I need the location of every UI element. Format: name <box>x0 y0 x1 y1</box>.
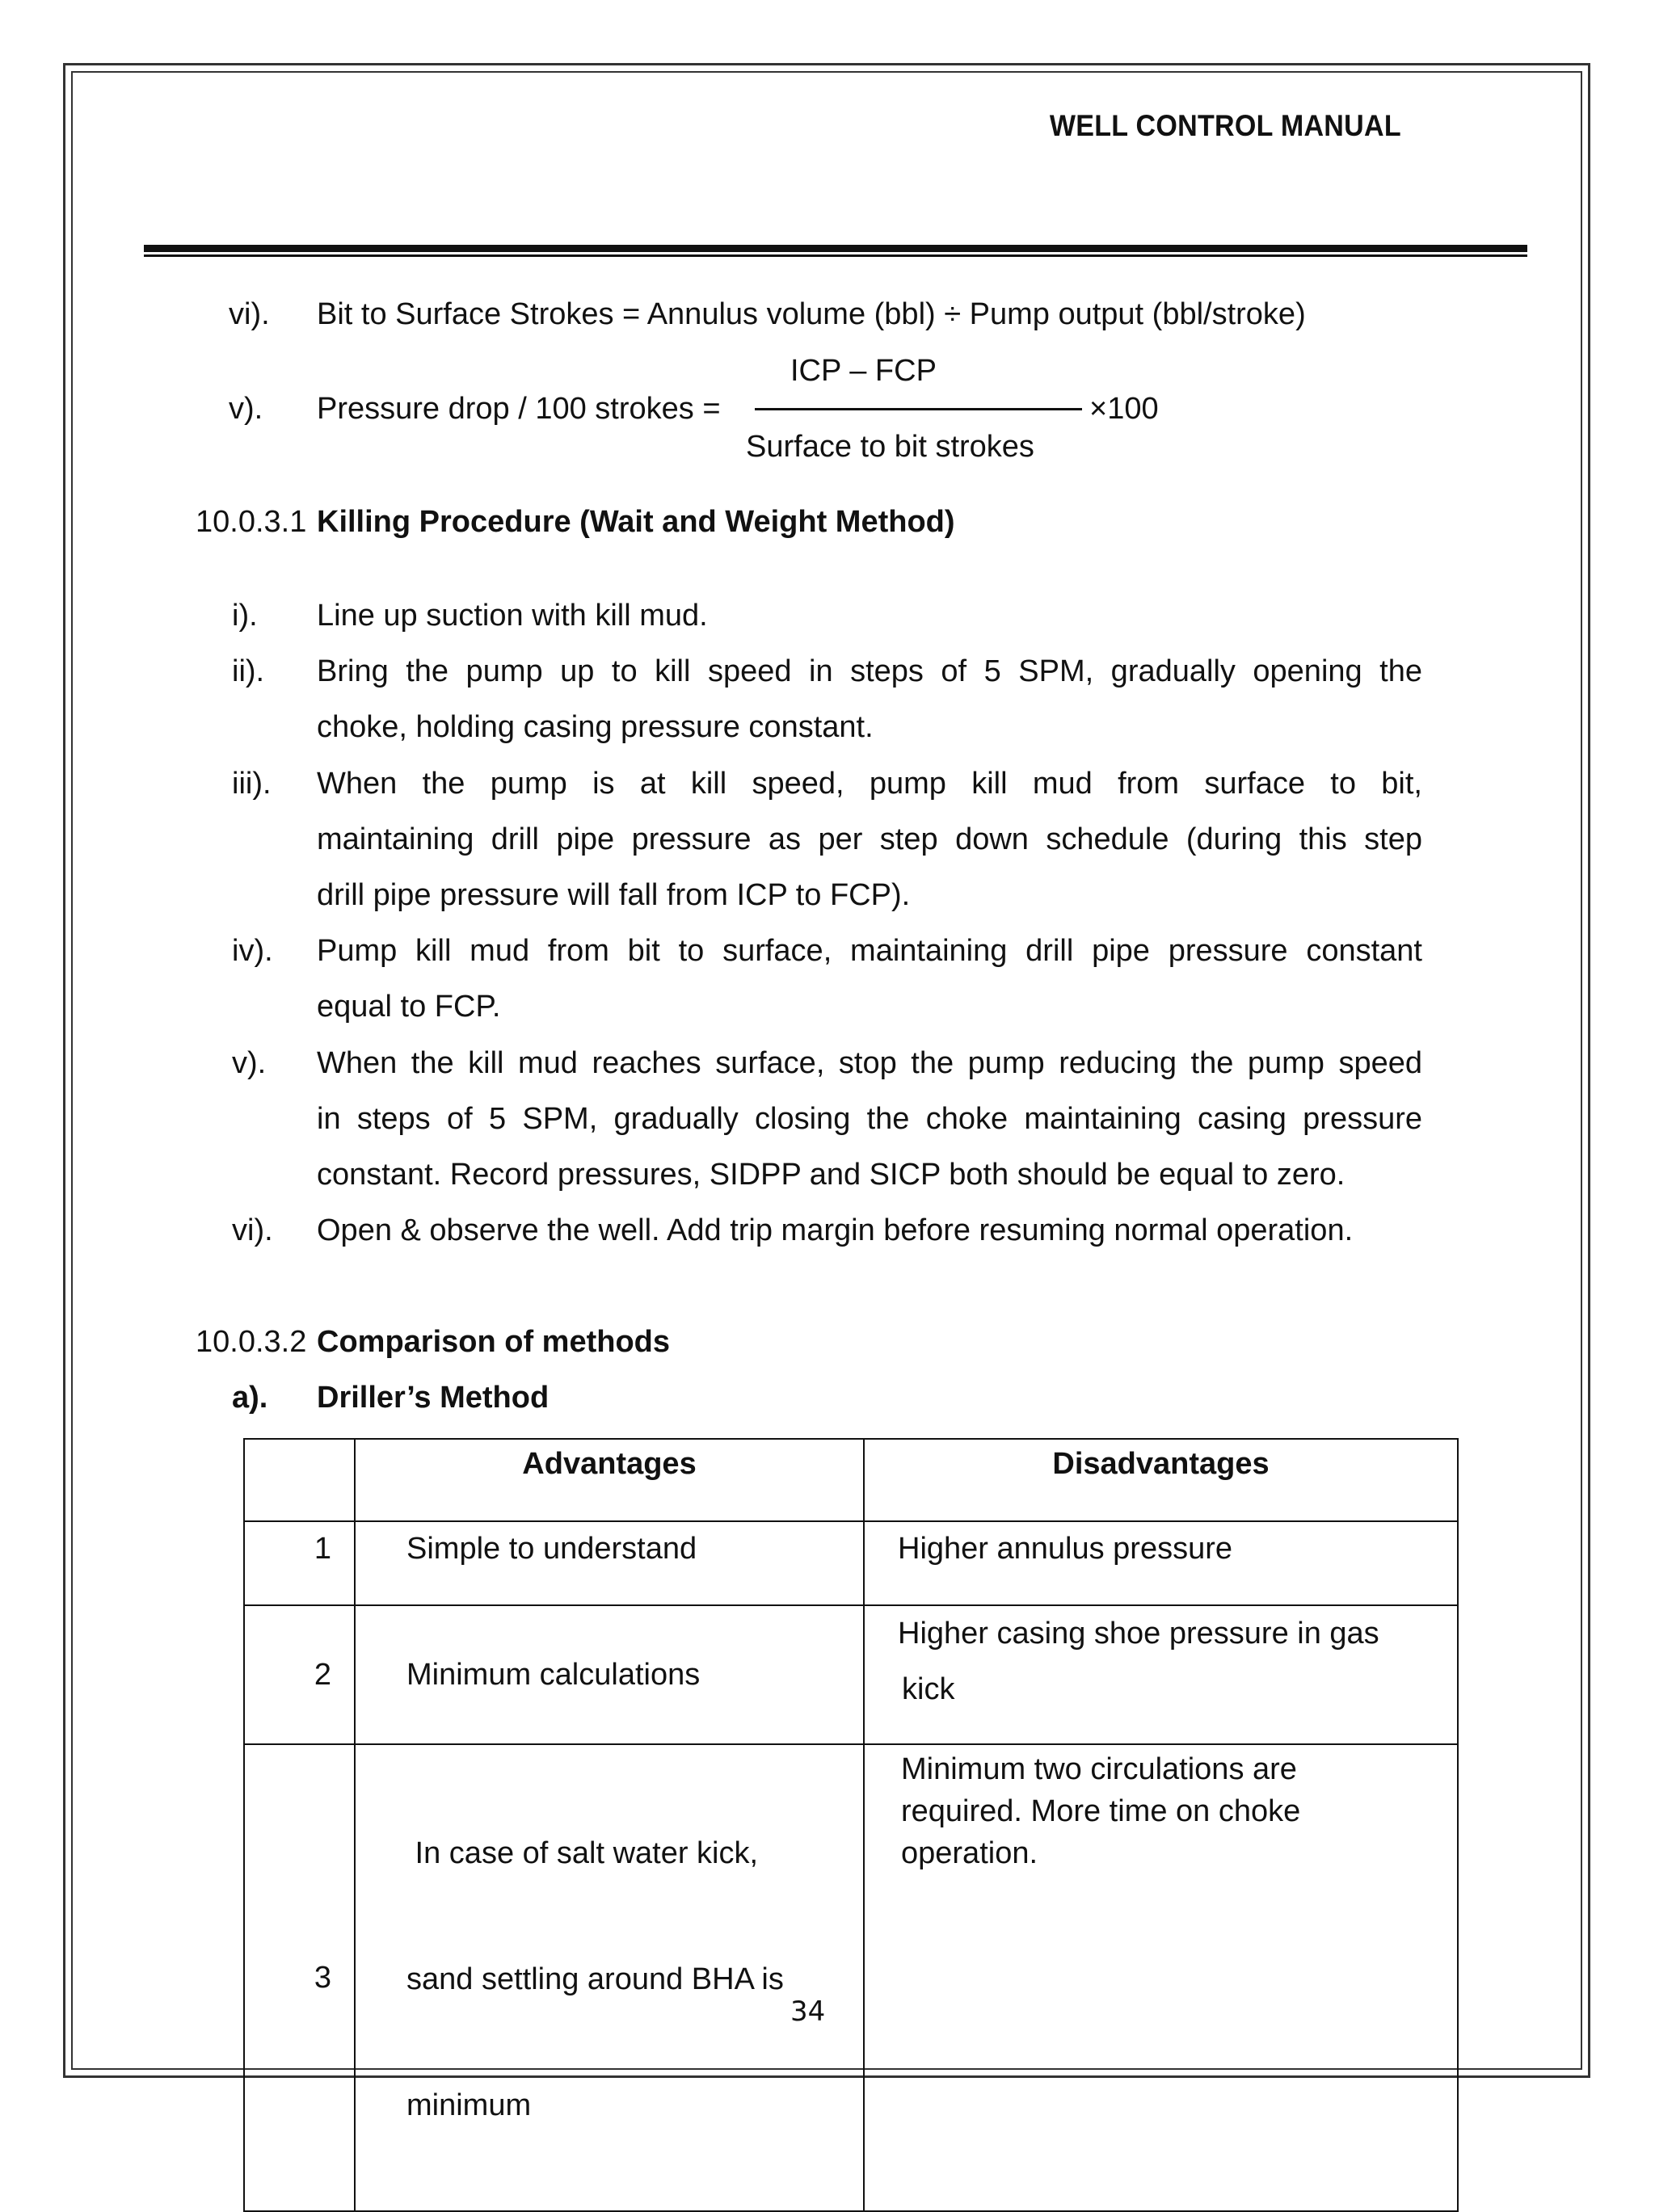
table-header-disadvantages: Disadvantages <box>864 1439 1458 1521</box>
row-2-advantage: Minimum calculations <box>406 1658 701 1692</box>
step-2-marker: ii). <box>232 654 265 688</box>
header-rule-thin <box>144 254 1527 257</box>
row-1-number: 1 <box>314 1532 331 1566</box>
step-3-line-3: drill pipe pressure will fall from ICP to FCP). <box>317 878 911 912</box>
formula-v-multiplier: ×100 <box>1089 392 1159 426</box>
step-5-line-2: in steps of 5 SPM, gradually closing the choke maintaining casing pressure <box>317 1102 1422 1136</box>
formula-v-marker: v). <box>229 392 263 426</box>
table-row <box>244 1521 1458 1605</box>
row-1-advantage: Simple to understand <box>406 1532 697 1566</box>
document-header-title: WELL CONTROL MANUAL <box>1049 109 1401 142</box>
section2-title: Comparison of methods <box>317 1325 671 1359</box>
table-row <box>244 1744 1458 2211</box>
formula-v-denominator: Surface to bit strokes <box>746 430 1034 464</box>
step-1-line-1: Line up suction with kill mud. <box>317 599 708 633</box>
step-3-marker: iii). <box>232 767 272 801</box>
section2-number: 10.0.3.2 <box>196 1325 307 1359</box>
step-2-line-1: Bring the pump up to kill speed in steps of 5 SPM, gradually opening the <box>317 654 1422 688</box>
step-4-line-2: equal to FCP. <box>317 990 501 1024</box>
table-header-index <box>244 1439 355 1521</box>
table-header-advantages: Advantages <box>355 1439 864 1521</box>
fraction-bar <box>755 408 1082 410</box>
row-1-disadvantage: Higher annulus pressure <box>898 1532 1233 1566</box>
step-2-line-2: choke, holding casing pressure constant. <box>317 710 874 744</box>
step-4-line-1: Pump kill mud from bit to surface, maintaining drill pipe pressure constant <box>317 934 1422 968</box>
formula-vi-marker: vi). <box>229 297 270 331</box>
row-2-number: 2 <box>314 1658 331 1692</box>
step-6-marker: vi). <box>232 1213 273 1247</box>
section1-title: Killing Procedure (Wait and Weight Method) <box>317 505 955 539</box>
step-5-line-1: When the kill mud reaches surface, stop the pump reducing the pump speed <box>317 1046 1422 1080</box>
header-rule-thick <box>144 245 1527 252</box>
step-1-marker: i). <box>232 599 258 633</box>
row-2-disadvantage: Higher casing shoe pressure in gas kick <box>898 1617 1379 1706</box>
formula-v-lhs: Pressure drop / 100 strokes = <box>317 392 721 426</box>
subsection-marker: a). <box>232 1381 268 1415</box>
comparison-table <box>243 1438 1459 2212</box>
step-3-line-1: When the pump is at kill speed, pump kill mud from surface to bit, <box>317 767 1422 801</box>
table-row <box>244 1605 1458 1744</box>
formula-v-numerator: ICP – FCP <box>790 354 937 388</box>
row-3-number: 3 <box>314 1961 331 1995</box>
section1-number: 10.0.3.1 <box>196 505 307 539</box>
page-number: 34 <box>790 1995 826 2028</box>
step-5-line-3: constant. Record pressures, SIDPP and SICP both should be equal to zero. <box>317 1158 1345 1192</box>
step-4-marker: iv). <box>232 934 273 968</box>
row-3-disadvantage: Minimum two circulations are required. More time on choke operation. <box>901 1752 1301 1870</box>
step-3-line-2: maintaining drill pipe pressure as per step down schedule (during this step <box>317 822 1422 856</box>
row-3-advantage: In case of salt water kick, sand settling around BHA is minimum <box>406 1836 784 2122</box>
step-5-marker: v). <box>232 1046 267 1080</box>
subsection-title: Driller’s Method <box>317 1381 550 1415</box>
formula-vi-text: Bit to Surface Strokes = Annulus volume (bbl) ÷ Pump output (bbl/stroke) <box>317 297 1306 331</box>
table-header-row <box>244 1439 1458 1521</box>
step-6-line-1: Open & observe the well. Add trip margin before resuming normal operation. <box>317 1213 1354 1247</box>
